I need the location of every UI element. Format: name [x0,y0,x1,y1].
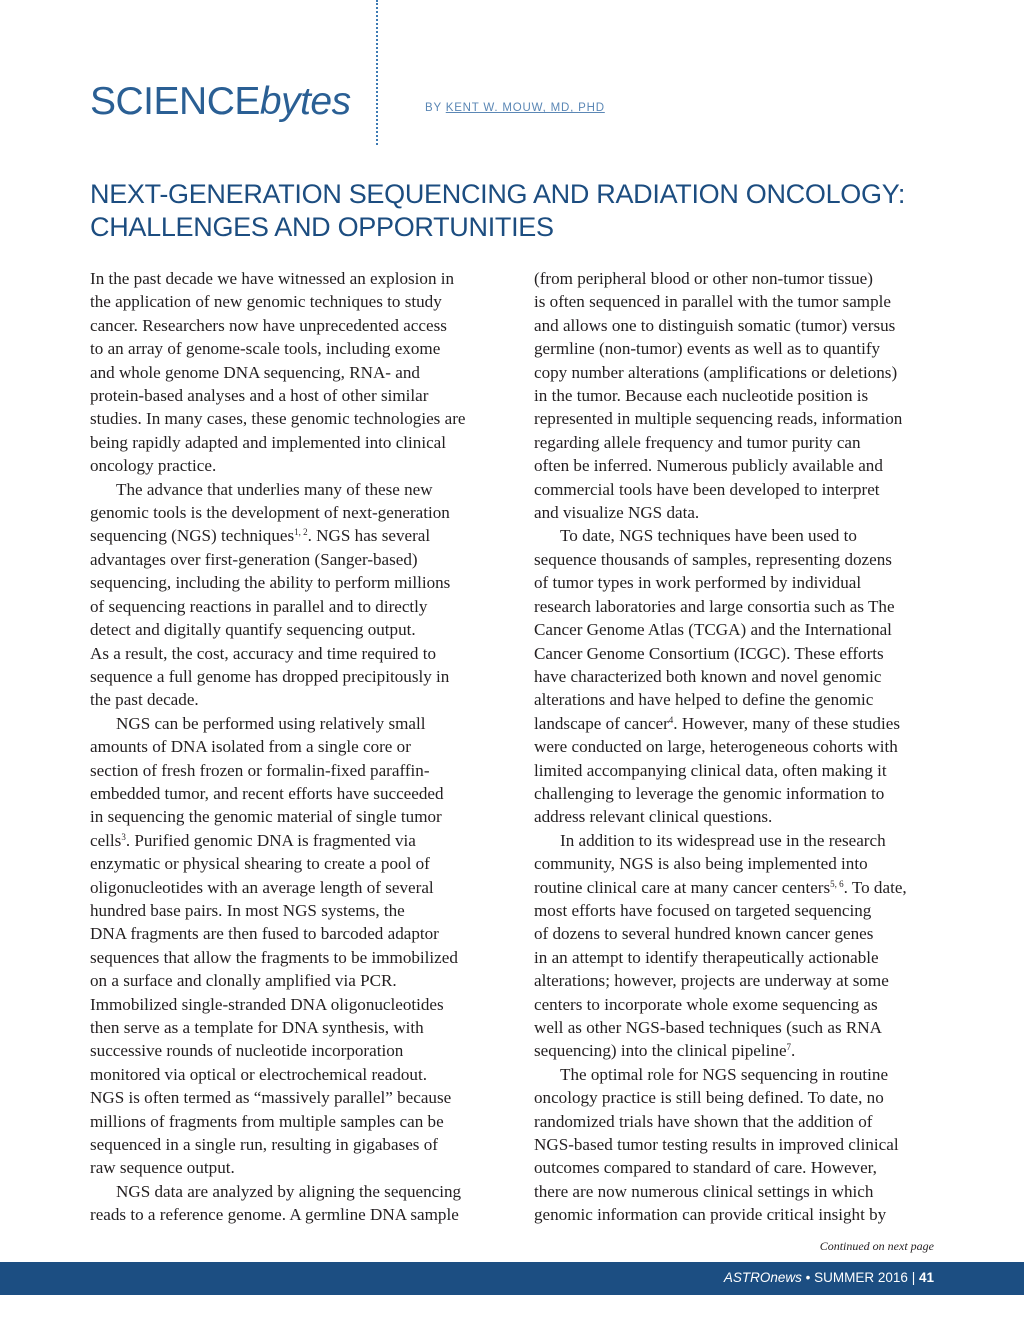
text-line: sequences that allow the fragments to be immobilized [90,947,458,967]
text-line: and visualize NGS data. [534,503,700,523]
text-line: studies. In many cases, these genomic technologies are [90,409,466,429]
text-line: millions of fragments from multiple samples can be [90,1111,444,1131]
text-line [534,876,944,899]
text-line: DNA fragments are then fused to barcoded adaptor [90,924,439,944]
text-line: (from peripheral blood or other non-tumor tissue) [534,269,873,288]
text-line: in sequencing the genomic material of single tumor [90,807,442,827]
headline-line-2: CHALLENGES AND OPPORTUNITIES [90,212,554,242]
footer-separator: | [911,1270,916,1285]
text-line: NGS-based tumor testing results in improved clinical [534,1135,899,1155]
text-line: commercial tools have been developed to interpret [534,479,880,499]
text-line: and allows one to distinguish somatic (tumor) versus [534,315,896,335]
text-line: genomic information can provide critical insight by [534,1205,887,1225]
text-line: centers to incorporate whole exome sequencing as [534,994,878,1014]
author-link[interactable]: KENT W. MOUW, MD, PHD [445,102,605,114]
text-line: oncology practice is still being defined. To date, no [534,1088,884,1108]
left-column [90,267,515,1227]
text-line: germline (non-tumor) events as well as to quantify [534,339,881,359]
text-line: In the past decade we have witnessed an explosion in [90,269,455,288]
text-line: challenging to leverage the genomic information to [534,783,885,803]
footer-text [724,1270,934,1285]
text-line: successive rounds of nucleotide incorporation [90,1041,404,1061]
text-line: NGS can be performed using relatively small [116,713,426,733]
text-line: oncology practice. [90,456,217,476]
byline [425,102,605,114]
text-line: of dozens to several hundred known cancer genes [534,924,874,944]
text-line [90,524,515,547]
text-line: to an array of genome-scale tools, including exome [90,339,441,359]
text-run: . [791,1041,796,1061]
text-line: regarding allele frequency and tumor purity can [534,432,861,452]
footer-bullet: • [805,1270,811,1285]
text-line: well as other NGS-based techniques (such as RNA [534,1018,882,1037]
text-run: . Purified genomic DNA is fragmented via [125,830,416,850]
text-line: randomized trials have shown that the addition of [534,1111,873,1131]
brand-main: SCIENCE [90,80,260,123]
text-line: have characterized both known and novel genomic [534,666,882,686]
text-line: Cancer Genome Atlas (TCGA) and the International [534,620,892,640]
text-line: is often sequenced in parallel with the tumor sample [534,292,891,312]
reference-superscript: 3 [121,831,126,842]
text-line: section of fresh frozen or formalin-fixed paraffin- [90,760,430,780]
text-line: monitored via optical or electrochemical readout. [90,1064,427,1084]
text-line: on a surface and clonally amplified via PCR. [90,971,397,991]
text-line: oligonucleotides with an average length of several [90,877,434,897]
text-line: NGS data are analyzed by aligning the sequencing [116,1181,462,1201]
text-line: The optimal role for NGS sequencing in routine [560,1064,889,1084]
text-line: As a result, the cost, accuracy and time required to [90,643,437,663]
text-line: In addition to its widespread use in the research [560,830,886,850]
issue-label: SUMMER 2016 [814,1270,908,1285]
text-line: NGS is often termed as “massively parallel” because [90,1088,452,1108]
text-run: landscape of cancer [534,713,669,733]
text-line: reads to a reference genome. A germline DNA sample [90,1205,459,1225]
reference-superscript: 1, 2 [294,527,308,538]
byline-by: BY [425,102,442,114]
footer-bar [0,1262,1024,1295]
section-logo [90,82,351,121]
text-line: community, NGS is also being implemented into [534,854,868,874]
text-line: alterations and have helped to define the genomic [534,690,874,710]
text-line: then serve as a template for DNA synthesis, with [90,1018,424,1037]
text-line: alterations; however, projects are underway at some [534,971,889,991]
text-line: the past decade. [90,690,199,710]
text-line: represented in multiple sequencing reads, information [534,409,903,429]
reference-superscript: 7 [786,1042,792,1053]
text-line: and whole genome DNA sequencing, RNA- and [90,362,420,382]
text-line: were conducted on large, heterogeneous cohorts with [534,737,898,757]
text-run: cells [90,830,122,850]
text-run: . However, many of these studies [673,713,900,733]
text-line: research laboratories and large consortia such as The [534,596,895,616]
text-line: embedded tumor, and recent efforts have succeeded [90,783,444,803]
text-line [90,829,515,852]
text-line: The advance that underlies many of these new [116,479,433,499]
text-line: advantages over first-generation (Sanger-based) [90,549,418,569]
text-line: Immobilized single-stranded DNA oligonucleotides [90,994,444,1014]
right-column [534,267,944,1227]
text-line: copy number alterations (amplifications or deletions) [534,362,898,382]
text-line: often be inferred. Numerous publicly available and [534,456,883,476]
text-line: in an attempt to identify therapeutically actionable [534,947,879,967]
text-line: of sequencing reactions in parallel and to directly [90,596,428,616]
text-line: the application of new genomic techniques to study [90,292,442,312]
text-line: genomic tools is the development of next-generation [90,503,450,523]
text-run: . NGS has several [307,526,431,546]
text-line: address relevant clinical questions. [534,807,773,827]
text-line: outcomes compared to standard of care. However, [534,1158,877,1178]
brand-italic: bytes [259,80,351,123]
headline-line-1: NEXT-GENERATION SEQUENCING AND RADIATION ONCOLOGY: [90,179,906,209]
text-run: . To date, [843,877,907,897]
text-line: being rapidly adapted and implemented into clinical [90,432,447,452]
publication-name: ASTROnews [723,1270,802,1285]
dotted-divider [376,0,378,145]
reference-superscript: 4 [668,714,674,725]
text-line: sequence a full genome has dropped precipitously in [90,666,450,686]
text-line: enzymatic or physical shearing to create a pool of [90,854,430,874]
text-run: sequencing (NGS) techniques [90,526,295,546]
text-line: raw sequence output. [90,1158,235,1178]
text-line [534,712,944,735]
text-line: detect and digitally quantify sequencing output. [90,620,416,640]
text-line: hundred base pairs. In most NGS systems, the [90,900,405,920]
text-line: of tumor types in work performed by individual [534,573,862,593]
text-line: To date, NGS techniques have been used to [560,526,857,546]
text-line: limited accompanying clinical data, often making it [534,760,887,780]
text-line: sequence thousands of samples, representing dozens [534,549,892,569]
text-line: protein-based analyses and a host of other similar [90,386,429,406]
text-line: cancer. Researchers now have unprecedented access [90,315,447,335]
page-number: 41 [918,1270,934,1285]
text-line: sequenced in a single run, resulting in gigabases of [90,1135,438,1155]
text-line: amounts of DNA isolated from a single core or [90,737,411,757]
text-line: in the tumor. Because each nucleotide position is [534,386,869,406]
text-line: most efforts have focused on targeted sequencing [534,900,872,920]
text-line: there are now numerous clinical settings in which [534,1181,874,1201]
article-headline [90,178,970,244]
reference-superscript: 5, 6 [830,878,844,889]
text-line: sequencing, including the ability to perform millions [90,573,451,593]
text-run: sequencing) into the clinical pipeline [534,1041,787,1061]
text-run: routine clinical care at many cancer centers [534,877,831,897]
continued-note: Continued on next page [819,1239,934,1253]
text-line [534,1039,944,1062]
text-line: Cancer Genome Consortium (ICGC). These efforts [534,643,884,663]
